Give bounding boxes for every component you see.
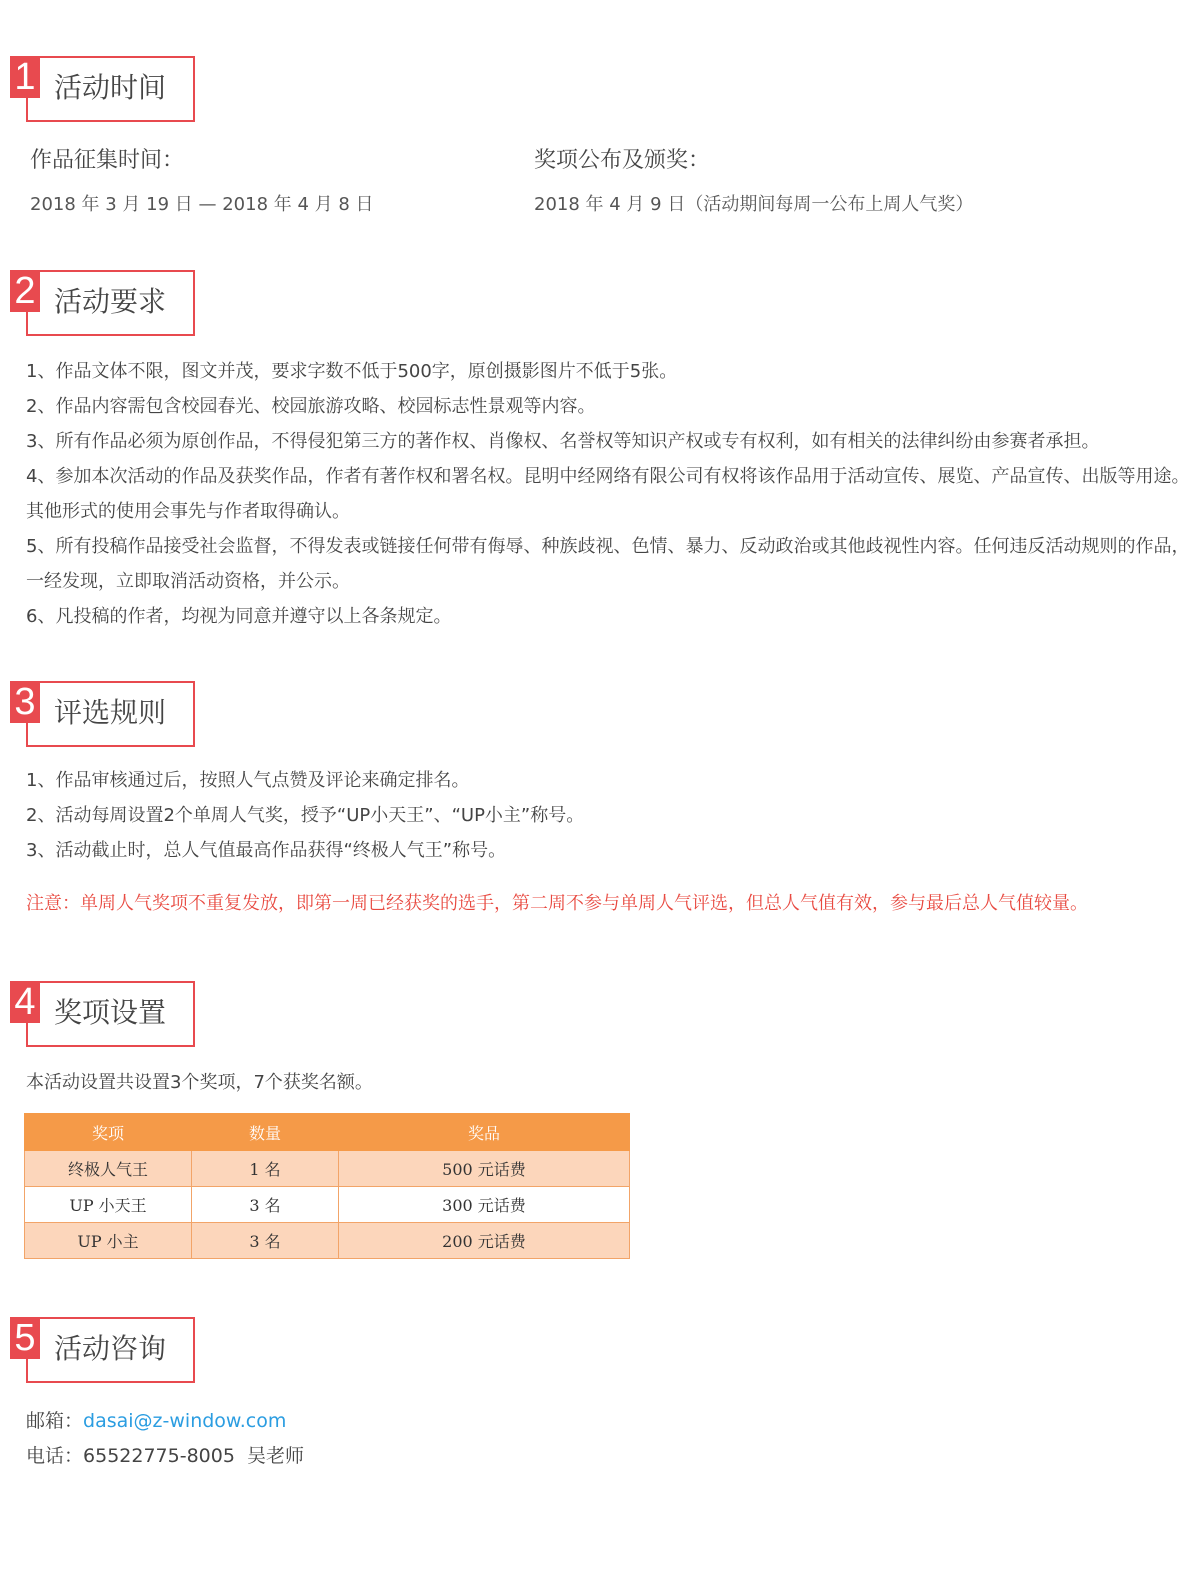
section-header-1 [10,56,194,122]
phone-value: 65522775-8005 吴老师 [83,1445,305,1467]
section-title: 活动时间 [54,71,167,104]
email-line [26,1406,286,1433]
email-link[interactable]: dasai@z-window.com [83,1410,287,1432]
table-row [25,1151,630,1187]
prizes-intro: 本活动设置共设置3个奖项，7个获奖名额。 [26,1072,373,1093]
section-header-5 [10,1317,194,1383]
section-number: 3 [10,681,40,723]
table-cell: 3 名 [192,1187,339,1223]
table-row [25,1187,630,1223]
table-cell: 300 元话费 [339,1187,630,1223]
email-label: 邮箱： [26,1410,84,1432]
section-number: 1 [10,56,40,98]
phone-line [26,1441,304,1468]
section-header-4 [10,981,194,1047]
prize-table [24,1113,630,1259]
phone-label: 电话： [26,1445,84,1467]
table-cell: UP 小主 [25,1223,192,1259]
section-number: 4 [10,981,40,1023]
section-header-3 [10,681,194,747]
award-time-label: 奖项公布及颁奖： [534,148,711,173]
requirement-item: 6、凡投稿的作者，均视为同意并遵守以上各条规定。 [26,606,452,627]
table-cell: 1 名 [192,1151,339,1187]
table-row [25,1223,630,1259]
requirement-item: 4、参加本次活动的作品及获奖作品，作者有著作权和署名权。昆明中经网络有限公司有权将该作品用于活动宣传、展览、产品宣传、出版等用途。其他形式的使用会事先与作者取得确认。 [26,466,1190,522]
award-time-value: 2018 年 4 月 9 日（活动期间每周一公布上周人气奖） [534,194,974,215]
rules-list [26,763,1190,868]
table-header-row [25,1114,630,1151]
column-header-reward: 奖品 [339,1114,630,1151]
section-number: 5 [10,1317,40,1359]
section-title: 活动要求 [54,285,167,318]
collect-time-label: 作品征集时间： [30,148,185,173]
requirements-list [26,354,1190,634]
table-cell: 终极人气王 [25,1151,192,1187]
collect-time-value: 2018 年 3 月 19 日 — 2018 年 4 月 8 日 [30,194,374,215]
section-header-2 [10,270,194,336]
table-cell: UP 小天王 [25,1187,192,1223]
requirement-item: 5、所有投稿作品接受社会监督，不得发表或链接任何带有侮辱、种族歧视、色情、暴力、反动政治或其他歧视性内容。任何违反活动规则的作品，一经发现，立即取消活动资格，并公示。 [26,536,1190,592]
rule-item: 1、作品审核通过后，按照人气点赞及评论来确定排名。 [26,770,470,791]
section-title: 活动咨询 [54,1332,167,1365]
section-number: 2 [10,270,40,312]
section-title: 奖项设置 [54,996,167,1029]
table-cell: 3 名 [192,1223,339,1259]
column-header-prize: 奖项 [25,1114,192,1151]
rule-item: 2、活动每周设置2个单周人气奖，授予“UP小天王”、“UP小主”称号。 [26,805,585,826]
section-title: 评选规则 [54,696,167,729]
requirement-item: 3、所有作品必须为原创作品，不得侵犯第三方的著作权、肖像权、名誉权等知识产权或专有权利，如有相关的法律纠纷由参赛者承担。 [26,431,1100,452]
rule-item: 3、活动截止时，总人气值最高作品获得“终极人气王”称号。 [26,840,507,861]
column-header-quantity: 数量 [192,1114,339,1151]
table-cell: 500 元话费 [339,1151,630,1187]
requirement-item: 1、作品文体不限，图文并茂，要求字数不低于500字，原创摄影图片不低于5张。 [26,361,678,382]
table-cell: 200 元话费 [339,1223,630,1259]
requirement-item: 2、作品内容需包含校园春光、校园旅游攻略、校园标志性景观等内容。 [26,396,596,417]
notice-text: 注意：单周人气奖项不重复发放，即第一周已经获奖的选手，第二周不参与单周人气评选，但总人气值有效，参与最后总人气值较量。 [26,893,1088,914]
